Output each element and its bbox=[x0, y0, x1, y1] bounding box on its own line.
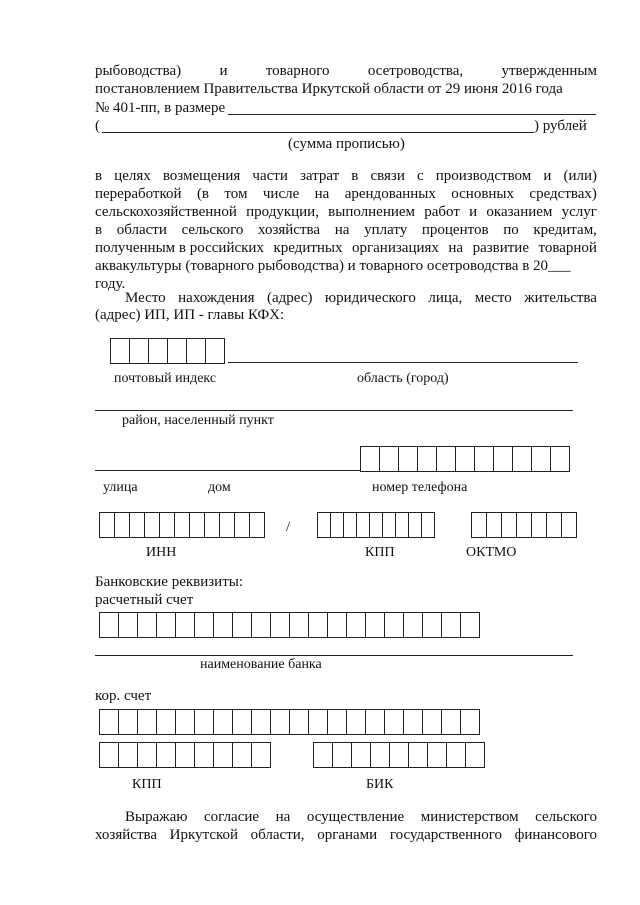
bank-name-label: наименование банка bbox=[200, 657, 322, 672]
word: (адрес) bbox=[266, 290, 313, 306]
word: основных bbox=[451, 186, 515, 202]
postal-code-boxes[interactable] bbox=[110, 338, 225, 364]
purpose-line-3 bbox=[95, 203, 597, 222]
word: числе bbox=[262, 186, 300, 202]
word: продукции, bbox=[246, 204, 319, 220]
word: государственного bbox=[389, 827, 502, 843]
word: полученным в российских bbox=[95, 240, 264, 256]
word: жительства bbox=[524, 290, 597, 306]
word: утвержденным bbox=[501, 63, 597, 79]
region-label: область (город) bbox=[357, 371, 449, 386]
word: рыбоводства) bbox=[95, 63, 182, 79]
bik-boxes[interactable] bbox=[313, 742, 485, 768]
oktmo-label: ОКТМО bbox=[466, 545, 517, 560]
purpose-line-5 bbox=[95, 239, 597, 258]
word: на bbox=[275, 809, 291, 825]
phone-boxes[interactable] bbox=[360, 446, 570, 472]
location-line-2: (адрес) ИП, ИП - главы КФХ: bbox=[95, 307, 285, 323]
word: на bbox=[314, 186, 330, 202]
street-house-field[interactable] bbox=[95, 470, 360, 471]
word: развитие bbox=[472, 240, 529, 256]
word: производством bbox=[435, 168, 532, 184]
word: финансового bbox=[514, 827, 597, 843]
bank-kpp-boxes[interactable] bbox=[99, 742, 271, 768]
account-boxes[interactable] bbox=[99, 612, 480, 638]
word: сельского bbox=[535, 809, 597, 825]
kpp-label: КПП bbox=[365, 545, 395, 560]
word: оказанием bbox=[486, 204, 553, 220]
word: на bbox=[448, 240, 464, 256]
amount-words-field[interactable] bbox=[102, 132, 534, 133]
word: сельского bbox=[181, 222, 244, 238]
word: кредитам, bbox=[533, 222, 597, 238]
purpose-line-1 bbox=[95, 167, 597, 186]
word: области bbox=[116, 222, 167, 238]
word: в bbox=[351, 168, 359, 184]
corr-account-boxes[interactable] bbox=[99, 709, 480, 735]
word: на bbox=[334, 222, 350, 238]
word: хозяйства bbox=[258, 222, 321, 238]
district-field[interactable] bbox=[95, 410, 573, 411]
word: и bbox=[543, 168, 552, 184]
postal-code-label: почтовый индекс bbox=[114, 371, 217, 386]
region-field[interactable] bbox=[228, 362, 578, 363]
sum-caption: (сумма прописью) bbox=[288, 136, 405, 152]
bank-name-field[interactable] bbox=[95, 655, 573, 656]
word: товарной bbox=[538, 240, 597, 256]
amount-digits-field[interactable] bbox=[228, 114, 596, 115]
street-label: улица bbox=[103, 480, 138, 495]
word: по bbox=[503, 222, 519, 238]
purpose-line-7: году. bbox=[95, 276, 126, 292]
word: министерством bbox=[420, 809, 519, 825]
word: осетроводства, bbox=[367, 63, 464, 79]
word: уплату bbox=[364, 222, 408, 238]
inn-boxes[interactable] bbox=[99, 512, 265, 538]
word: целях bbox=[114, 168, 151, 184]
word: области, bbox=[250, 827, 305, 843]
word: кредитных bbox=[273, 240, 343, 256]
account-label: расчетный счет bbox=[95, 592, 194, 608]
consent-line-1 bbox=[125, 808, 597, 827]
word: органами bbox=[317, 827, 378, 843]
word: место bbox=[474, 290, 512, 306]
purpose-line-6: аквакультуры (товарного рыбоводства) и товарного осетроводства в 20___ bbox=[95, 258, 571, 274]
word: затрат bbox=[299, 168, 340, 184]
word: Выражаю bbox=[125, 809, 188, 825]
intro-line-1 bbox=[95, 62, 597, 81]
intro-line-3: № 401-пп, в размере bbox=[95, 100, 226, 116]
word: хозяйства bbox=[95, 827, 158, 843]
corr-account-label: кор. счет bbox=[95, 688, 152, 704]
word: и bbox=[219, 63, 228, 79]
purpose-line-2 bbox=[95, 185, 597, 204]
word: (или) bbox=[563, 168, 597, 184]
purpose-line-4 bbox=[95, 221, 597, 240]
word: в bbox=[95, 168, 103, 184]
oktmo-boxes[interactable] bbox=[471, 512, 577, 538]
intro-line-2-text: постановлением Правительства Иркутской области от 29 июня 2016 года bbox=[95, 81, 563, 97]
word: арендованных bbox=[344, 186, 436, 202]
word: услуг bbox=[561, 204, 597, 220]
word: связи bbox=[370, 168, 405, 184]
word: нахождения bbox=[178, 290, 255, 306]
consent-line-2 bbox=[95, 826, 597, 845]
word: согласие bbox=[204, 809, 260, 825]
phone-label: номер телефона bbox=[372, 480, 468, 495]
inn-label: ИНН bbox=[146, 545, 177, 560]
word: осуществление bbox=[306, 809, 405, 825]
word: и bbox=[469, 204, 478, 220]
district-label: район, населенный пункт bbox=[122, 413, 274, 428]
house-label: дом bbox=[208, 480, 231, 495]
word: процентов bbox=[421, 222, 489, 238]
open-paren: ( bbox=[95, 118, 100, 134]
intro-line-2 bbox=[95, 80, 597, 99]
word: с bbox=[416, 168, 424, 184]
word: юридического bbox=[324, 290, 416, 306]
word: в bbox=[95, 222, 103, 238]
word: Иркутской bbox=[169, 827, 239, 843]
rubles-label: ) рублей bbox=[534, 118, 587, 134]
word: средствах) bbox=[529, 186, 597, 202]
word: организациях bbox=[352, 240, 439, 256]
word: товарного bbox=[265, 63, 330, 79]
kpp-boxes[interactable] bbox=[317, 512, 435, 538]
word: выполнением bbox=[328, 204, 416, 220]
word: части bbox=[252, 168, 288, 184]
bank-kpp-label: КПП bbox=[132, 777, 162, 792]
word: лица, bbox=[428, 290, 463, 306]
word: работ bbox=[424, 204, 460, 220]
word: том bbox=[224, 186, 248, 202]
word: сельскохозяйственной bbox=[95, 204, 237, 220]
word: переработкой bbox=[95, 186, 182, 202]
slash-separator: / bbox=[286, 519, 291, 535]
word: (в bbox=[196, 186, 210, 202]
bik-label: БИК bbox=[366, 777, 394, 792]
bank-heading: Банковские реквизиты: bbox=[95, 574, 244, 590]
word: возмещения bbox=[162, 168, 241, 184]
word: Место bbox=[125, 290, 166, 306]
